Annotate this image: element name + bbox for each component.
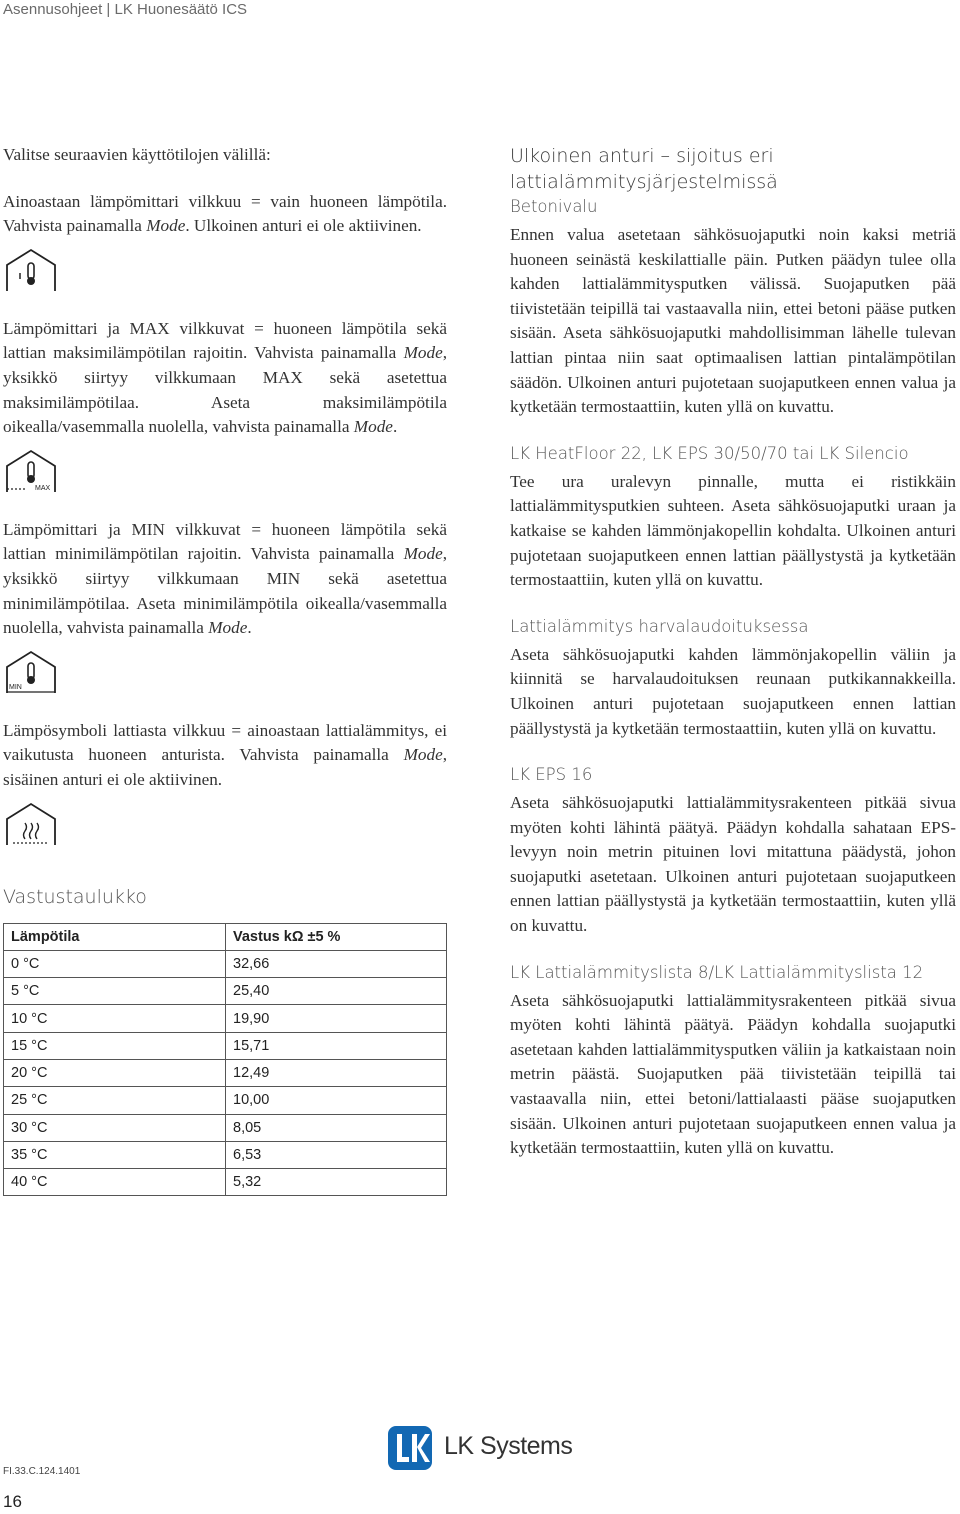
- svg-text:MIN: MIN: [9, 683, 22, 691]
- table-cell: 25,40: [226, 978, 447, 1005]
- table-row: [4, 1169, 447, 1196]
- header-title: Asennusohjeet | LK Huonesäätö ICS: [3, 1, 248, 18]
- table-header-row: [4, 923, 447, 950]
- table-cell: 32,66: [226, 950, 447, 977]
- section-text: Aseta sähkösuojaputki lattialämmitysrakenteen pitkää sivua myöten kohti lähintä päätyä. Päädyn kohdalla suojaputki asetetaan kahden lattialämmitysputken väliin ja katkaistaan noin metrin päästä. Suojaputken pää tiivistetään teipillä tai vastaavalla niin, ettei betoni/lattialaasti pääse suojaputken sisään. Ulkoinen anturi pujotetaan suojaputkeen ennen valua ja kytketään termostaattiin, kuten yllä on kuvattu.: [510, 990, 956, 1158]
- table-cell: 6,53: [226, 1141, 447, 1168]
- table-row: [4, 1005, 447, 1032]
- house-thermometer-max-icon: [3, 448, 59, 494]
- table-row: [4, 1059, 447, 1086]
- mode-floor-text: Lämpösymboli lattiasta vilkkuu = ainoastaan lattialämmitys, ei vaikutusta huoneen anturista. Vahvista painamalla Mode, sisäinen anturi ei ole aktiivinen.: [3, 720, 447, 789]
- section-eps16: [510, 763, 956, 939]
- table-cell: 15,71: [226, 1032, 447, 1059]
- table-cell: 25 °C: [4, 1087, 226, 1114]
- table-row: [4, 1141, 447, 1168]
- house-thermometer-min-icon: [3, 649, 59, 695]
- logo-text: LK Systems: [444, 1432, 573, 1460]
- resistance-table: [3, 923, 447, 1197]
- column-header: Vastus kΩ ±5 %: [226, 923, 447, 950]
- section-heading: Betonivalu: [510, 197, 598, 216]
- right-column: [510, 143, 956, 1161]
- table-cell: 30 °C: [4, 1114, 226, 1141]
- table-cell: 40 °C: [4, 1169, 226, 1196]
- table-cell: 35 °C: [4, 1141, 226, 1168]
- table-cell: 5 °C: [4, 978, 226, 1005]
- page-number: 16: [3, 1492, 22, 1511]
- column-header: Lämpötila: [4, 923, 226, 950]
- table-row: [4, 1032, 447, 1059]
- section-concrete: [510, 195, 956, 420]
- table-cell: 0 °C: [4, 950, 226, 977]
- section-text: Aseta sähkösuojaputki lattialämmitysrakenteen pitkää sivua myöten kohti lähintä päätyä. Päädyn kohdalla sahataan EPS-levyyn noin metrin pituinen lovi mitattuna päädystä, johon suojaputki asetetaan. Ulkoinen anturi pujotetaan suojaputkeen ennen lattian päällystystä ja kytketään termostaattiin, kuten yllä on kuvattu.: [510, 793, 956, 936]
- lk-logo-icon: [388, 1426, 432, 1470]
- mode-max-text: Lämpömittari ja MAX vilkkuvat = huoneen lämpötila sekä lattian maksimilämpötilan rajoitin. Vahvista painamalla Mode, yksikkö siirtyy vilkkumaan MAX sekä asetettua maksimilämpötilaa. Aseta maksimilämpötila oikealla/vasemmalla nuolella, vahvista painamalla Mode.: [3, 318, 447, 437]
- brand-logo: [388, 1426, 578, 1472]
- section-heading: LK HeatFloor 22, LK EPS 30/50/70 tai LK Silencio: [510, 443, 909, 463]
- table-cell: 15 °C: [4, 1032, 226, 1059]
- table-title: Vastustaulukko: [3, 885, 147, 908]
- svg-text:MAX: MAX: [35, 484, 51, 492]
- table-cell: 20 °C: [4, 1059, 226, 1086]
- section-text: Tee ura uralevyn pinnalle, mutta ei ristikkäin lattialämmitysputkien suhteen. Aseta sähkösuojaputki uraan ja katkaise se kahden lämmönjakopellin kohdalta. Ulkoinen anturi pujotetaan suojaputkeen ennen lattian päällystystä ja kytketään termostaattiin, kuten yllä on kuvattu.: [510, 471, 956, 590]
- section-heading: Lattialämmitys harvalaudoituksessa: [510, 616, 809, 636]
- table-row: [4, 950, 447, 977]
- table-cell: 8,05: [226, 1114, 447, 1141]
- table-row: [4, 978, 447, 1005]
- house-floor-heat-icon: [3, 801, 59, 847]
- table-cell: 10 °C: [4, 1005, 226, 1032]
- section-heading: LK Lattialämmityslista 8/LK Lattialämmityslista 12: [510, 962, 924, 982]
- mode-room-text: Ainoastaan lämpömittari vilkkuu = vain huoneen lämpötila. Vahvista painamalla Mode. Ulkoinen anturi ei ole aktiivinen.: [3, 191, 447, 236]
- table-row: [4, 1114, 447, 1141]
- mode-min-text: Lämpömittari ja MIN vilkkuvat = huoneen lämpötila sekä lattian minimilämpötilan rajoitin. Vahvista painamalla Mode, yksikkö siirtyy vilkkumaan MIN sekä asetettua minimilämpötilaa. Aseta minimilämpötila oikealla/vasemmalla nuolella, vahvista painamalla Mode.: [3, 519, 447, 638]
- table-cell: 19,90: [226, 1005, 447, 1032]
- table-cell: 12,49: [226, 1059, 447, 1086]
- intro-text: Valitse seuraavien käyttötilojen välillä:: [3, 145, 271, 164]
- page-header: [0, 0, 960, 22]
- section-title: Ulkoinen anturi – sijoitus eri lattialämmitysjärjestelmissä: [510, 145, 778, 193]
- section-harvalaudoitus: [510, 615, 956, 741]
- section-heading: LK EPS 16: [510, 765, 593, 785]
- table-cell: 10,00: [226, 1087, 447, 1114]
- section-heatfloor: [510, 442, 956, 593]
- document-code: FI.33.C.124.1401: [3, 1466, 81, 1477]
- section-lattialista: [510, 961, 956, 1161]
- house-thermometer-icon: [3, 247, 59, 293]
- section-text: Aseta sähkösuojaputki kahden lämmönjakopellin väliin ja kiinnitä se harvalaudoituksen reunaan putkikannakkeilla. Ulkoinen anturi pujotetaan suojaputkeen ennen lattian päällystystä ja kytketään termostaattiin, kuten yllä on kuvattu.: [510, 644, 956, 738]
- left-column: [3, 143, 447, 1196]
- table-row: [4, 1087, 447, 1114]
- section-text: Ennen valua asetetaan sähkösuojaputki noin kaksi metriä huoneen seinästä keskilattialle päin. Putken päädyn tulee olla kahden lattialämmitysputken välissä. Suojaputken pää tiivistetään teipillä tai vastaavalla niin, ettei betoni pääse putken sisään. Aseta sähkösuojaputki mahdollisimman lähelle tulevan lattian pintaa niin saat optimaalisen lattian pintalämpötilan säädön. Ulkoinen anturi pujotetaan suojaputkeen ennen valua ja kytketään termostaattiin, kuten yllä on kuvattu.: [510, 225, 956, 417]
- table-cell: 5,32: [226, 1169, 447, 1196]
